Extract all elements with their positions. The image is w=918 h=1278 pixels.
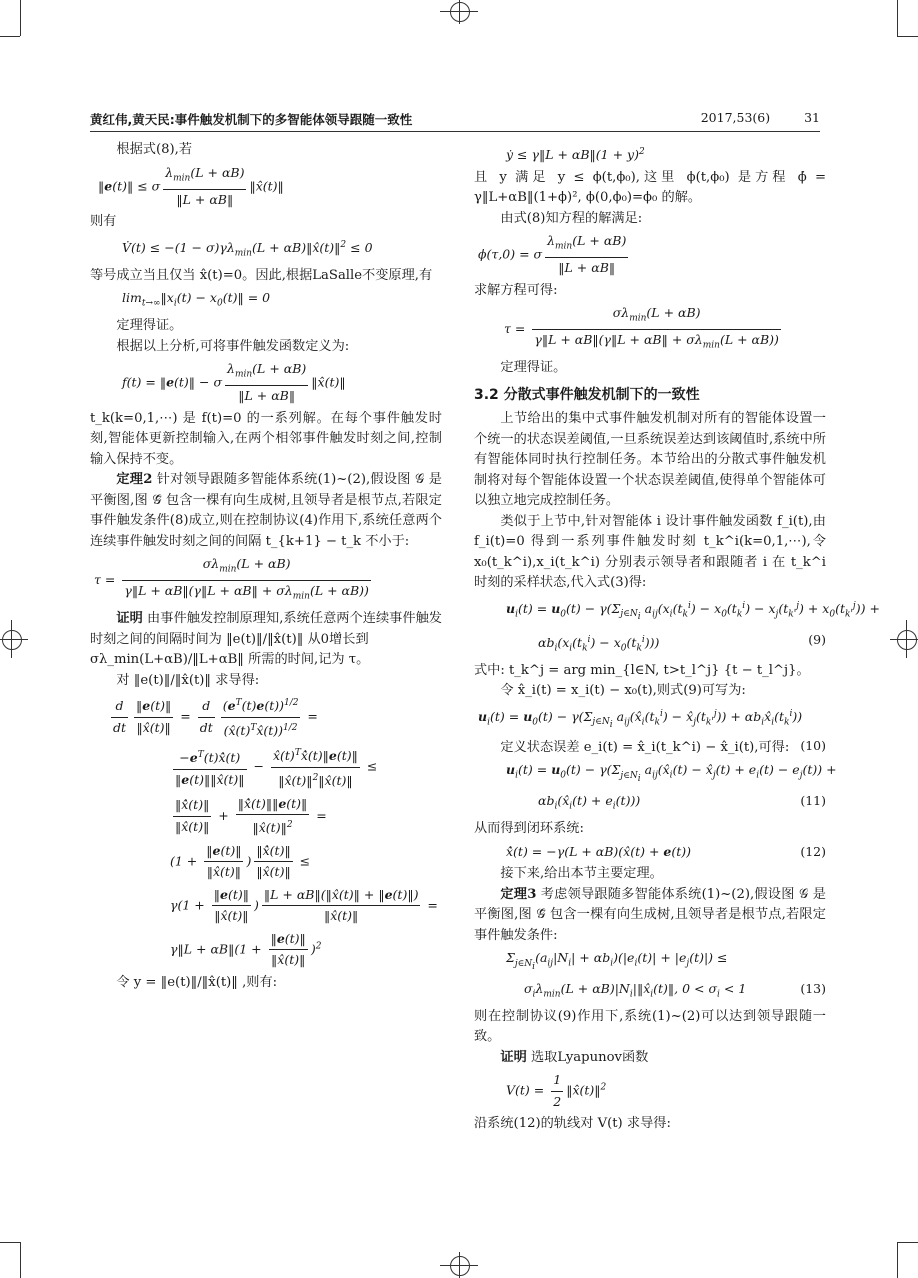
registration-target — [0, 639, 28, 640]
equation: $\lim_{t\to\infty}‖x_i(t)$ − $x_0(t)‖ = 0$ — [122, 290, 271, 309]
equation: τ = $\frac{\sigma\lambda_{min}(L + \alpha B)}{\gamma‖L + \alpha B‖(\gamma‖L + \alpha B‖ + \sigma\lambda_{min}(L + \alpha B))}$ — [504, 305, 779, 351]
registration-target — [890, 639, 918, 640]
registration-target — [906, 620, 907, 658]
registration-target — [440, 1265, 478, 1266]
paragraph: t_k(k=0,1,⋯) 是 f(t)=0 的一系列解。在每个事件触发时刻,智能体更新控制输入,在两个相邻事件触发时刻之间,控制输入保持不变。 — [90, 410, 442, 467]
equation: $\frac{\text{‖ẋ̂(t)‖}}{‖x̂(t)‖}$ + $\frac{\text{‖ẋ̂(t)‖‖e(t)‖}}{‖x̂(t)‖^2}$ = — [175, 795, 327, 836]
header-rule — [90, 131, 820, 132]
paragraph: 令 x̂_i(t) = x_i(t) − x₀(t),则式(9)可写为: — [500, 683, 746, 699]
equation: $u_i(t) = u_0(t) - \gamma(\Sigma_{j\in N_i}$ $a_{ij}(x̂_i(t_k^i)$ − $x̂_j(t_{k'}^j)$) + $\alpha b_ix̂_i(t_k^i)$) (10) — [474, 704, 826, 736]
equation: ẏ ≤ γ‖L + αB‖(1 + y)$^2$ — [506, 147, 645, 163]
equation-number: (11) — [800, 793, 826, 809]
proof-label: 证明 — [500, 1049, 527, 1065]
page-number: 31 — [804, 110, 820, 125]
crop-mark — [20, 0, 21, 36]
left-column — [90, 140, 442, 993]
paragraph: 则在控制协议(9)作用下,系统(1)~(2)可以达到领导跟随一致。 — [474, 1008, 826, 1045]
equation: ‖e(t)‖ ≤ σ $\frac{\lambda_{min}(L + \alpha B)}{‖L + \alpha B‖}$ ‖x̂(t)‖ — [98, 164, 284, 207]
proof — [474, 1048, 826, 1069]
right-column — [474, 140, 880, 1135]
equation: $\frac{d}{dt}$ $\frac{‖e(t)‖}{‖x̂(t)‖}$ = $\frac{d}{dt}$ $\frac{(e^T(t)e(t))^{1/2}}{(x̂(t)^Tx̂(t))^{1/2}}$ = — [90, 693, 442, 741]
equation-number: (13) — [800, 980, 826, 996]
registration-target — [2, 630, 22, 650]
crop-mark — [897, 36, 918, 37]
theorem-label: 定理2 — [116, 472, 153, 488]
running-title: 黄红伟,黄天民:事件触发机制下的多智能体领导跟随一致性 — [90, 112, 413, 127]
equation: $\Sigma_{j\in N_i}(a_{ij}|N_i| + \alpha b_i)(|e_i(t)| + |e_j(t)|)$ ≤ — [506, 950, 728, 972]
equation: f(t) = ‖e(t)‖ − σ $\frac{\lambda_{min}(L + \alpha B)}{‖L + \alpha B‖}$ ‖x̂(t)‖ — [122, 361, 346, 404]
crop-mark — [897, 1242, 898, 1278]
theorem-2 — [90, 470, 442, 552]
equation: ẋ̂(t) = −γ(L + αB)(x̂(t) + e(t)) (12) — [474, 842, 826, 863]
theorem-text: 考虑领导跟随多智能体系统(1)~(2),假设图 𝒢 是平衡图,图 𝒢̄ 包含一棵有向生成树,且领导者是根节点,若限定事件触发条件: — [474, 886, 826, 943]
theorem-text: 针对领导跟随多智能体系统(1)~(2),假设图 𝒢 是平衡图,图 𝒢̄ 包含一棵有向生成树,且领导者是根节点,若限定事件触发条件(8)成立,则在控制协议(4)作用下,系统任意两个连续事件触发时刻之间的间隔 t_{k+1} − t_k 不小于: — [90, 472, 442, 549]
paragraph: 根据式(8),若 — [116, 142, 193, 157]
registration-target — [11, 620, 12, 658]
running-header — [90, 108, 820, 130]
paragraph: 类似于上节中,针对智能体 i 设计事件触发函数 f_i(t),由 f_i(t)=0 得到一系列事件触发时刻 t_k^i(k=0,1,⋯),令 x₀(t_k^i),x_i(t_k^i) 分别表示领导者和跟随者 i 在 t_k^i 时刻的采样状态,代入式(3)得: — [474, 513, 826, 591]
equation: $u_i(t) = u_0(t) - \gamma(\Sigma_{j\in N_i}$ $a_{ij}(x̂_i(t)$ − $x̂_j(t) + e_i(t) - e_j(t)$) + — [506, 762, 837, 784]
crop-mark — [897, 1242, 918, 1243]
volume-issue: 2017,53(6) — [700, 110, 771, 125]
journal-info — [701, 110, 820, 125]
paragraph: 上节给出的集中式事件触发机制对所有的智能体设置一个统一的状态误差阈值,一旦系统误差达到该阈值时,系统中所有智能体同时执行控制任务。本节给出的分散式事件触发机制将对每个智能体设置一个状态误差阈值,使得单个智能体可以独立地完成控制任务。 — [474, 411, 826, 509]
paragraph: 从而得到闭环系统: — [474, 821, 584, 837]
paragraph: 对 ‖e(t)‖/‖x̂(t)‖ 求导得: — [116, 672, 260, 688]
paragraph: 由式(8)知方程的解满足: — [500, 210, 643, 226]
paragraph: 式中: t_k^j = arg min_{l∈N, t>t_l^j} {t − t_l^j}。 — [474, 662, 810, 678]
equation: V̇(t) ≤ $-(1 - \sigma)\gamma\lambda_{min}(L$ + αB)‖x̂(t)‖$^2$ ≤ 0 — [122, 239, 373, 259]
proof-text: 由事件触发控制原理知,系统任意两个连续事件触发时刻之间的间隔时间为 ‖e(t)‖/‖x̂(t)‖ 从0增长到 — [90, 611, 442, 647]
proof — [90, 609, 442, 650]
registration-target — [459, 0, 460, 24]
paragraph: 沿系统(12)的轨线对 V(t) 求导得: — [474, 1116, 671, 1132]
equation: V(t) = $\frac{1}{2}$ ‖x̂(t)‖$^2$ — [506, 1072, 607, 1109]
equation: (1 + $\frac{‖e(t)‖}{‖x̂(t)‖}$ ) $\frac{\text{‖ẋ̂(t)‖}}{‖x̂(t)‖}$ ≤ — [170, 842, 311, 880]
paragraph: 定义状态误差 e_i(t) = x̂_i(t_k^i) − x̂_i(t),可得: — [500, 739, 790, 755]
paragraph: 定理得证。 — [500, 360, 567, 376]
crop-mark — [0, 36, 20, 37]
equation: τ = $\frac{\sigma\lambda_{min}(L + \alpha B)}{\gamma‖L + \alpha B‖(\gamma‖L + \alpha B‖ + \sigma\lambda_{min}(L + \alpha B))}$ — [94, 556, 369, 602]
registration-target — [450, 1256, 470, 1276]
equation: $\alpha b_i(x_i(t_k^i) - x_0(t_k^i))$) (9) — [538, 631, 826, 654]
registration-target — [450, 2, 470, 22]
crop-mark — [0, 1242, 20, 1243]
equation: γ(1 + $\frac{‖e(t)‖}{‖x̂(t)‖}$ ) $\frac{‖L + \alpha B‖(‖x̂(t)‖ + ‖e(t)‖)}{‖x̂(t)‖}$ = — [170, 886, 438, 924]
theorem-3 — [474, 885, 826, 947]
paragraph: 定理得证。 — [116, 318, 183, 334]
paragraph: 且 y 满足 y ≤ ϕ(t,ϕ₀),这里 ϕ(t,ϕ₀) 是方程 ϕ̇ = γ‖L+αB‖(1+ϕ)², ϕ(0,ϕ₀)=ϕ₀ 的解。 — [474, 169, 826, 206]
equation: ϕ(τ,0) = σ $\frac{\lambda_{min}(L + \alpha B)}{‖L + \alpha B‖}$ — [478, 233, 627, 276]
paragraph: 等号成立当且仅当 x̂(t)=0。因此,根据LaSalle不变原理,有 — [90, 267, 433, 283]
equation: $\alpha b_i(x̂_i(t) + e_i(t))$) (11) — [538, 793, 826, 812]
registration-target — [440, 11, 478, 12]
crop-mark — [897, 0, 898, 36]
theorem-label: 定理3 — [500, 886, 537, 902]
equation: $\frac{-e^T(t)ẋ̂(t)}{‖e(t)‖‖x̂(t)‖}$ − $\frac{x̂(t)^Tẋ̂(t)‖e(t)‖}{‖x̂(t)‖^2‖x̂(t)‖}$ ≤ — [90, 743, 442, 791]
proof-label: 证明 — [116, 611, 143, 627]
paragraph: 接下来,给出本节主要定理。 — [500, 866, 663, 882]
paragraph: σλ_min(L+αB)/‖L+αB‖ 所需的时间,记为 τ。 — [90, 652, 370, 668]
proof-text: 选取Lyapunov函数 — [526, 1049, 649, 1065]
equation: $\sigma_i\lambda_{min}(L$ + $\alpha B)|N_i|‖x̂_i(t)‖$, $0 < \sigma_i < 1$ (13) — [524, 980, 826, 1000]
equation-number: (10) — [800, 737, 826, 753]
paragraph: 令 y = ‖e(t)‖/‖x̂(t)‖ ,则有: — [116, 974, 278, 990]
crop-mark — [20, 1242, 21, 1278]
equation: γ‖L + αB‖(1 + $\frac{‖e(t)‖}{‖x̂(t)‖}$ )$^2$ — [170, 930, 322, 968]
section-title: 3.2 分散式事件触发机制下的一致性 — [474, 386, 700, 403]
paragraph: 求解方程可得: — [474, 282, 558, 298]
equation-number: (12) — [800, 843, 826, 859]
paragraph: 根据以上分析,可将事件触发函数定义为: — [116, 338, 350, 354]
registration-target — [897, 630, 917, 650]
equation-number: (9) — [808, 631, 826, 647]
equation: $u_i(t) = u_0(t) - \gamma(\Sigma_{j\in N_i}$ $a_{ij}(x_i(t_k^i) - x_0(t_k^i) - x_j(t_{k'}^j) + x_0(t_{k'}^j))$ + — [506, 600, 880, 623]
paragraph: 则有 — [90, 214, 117, 229]
